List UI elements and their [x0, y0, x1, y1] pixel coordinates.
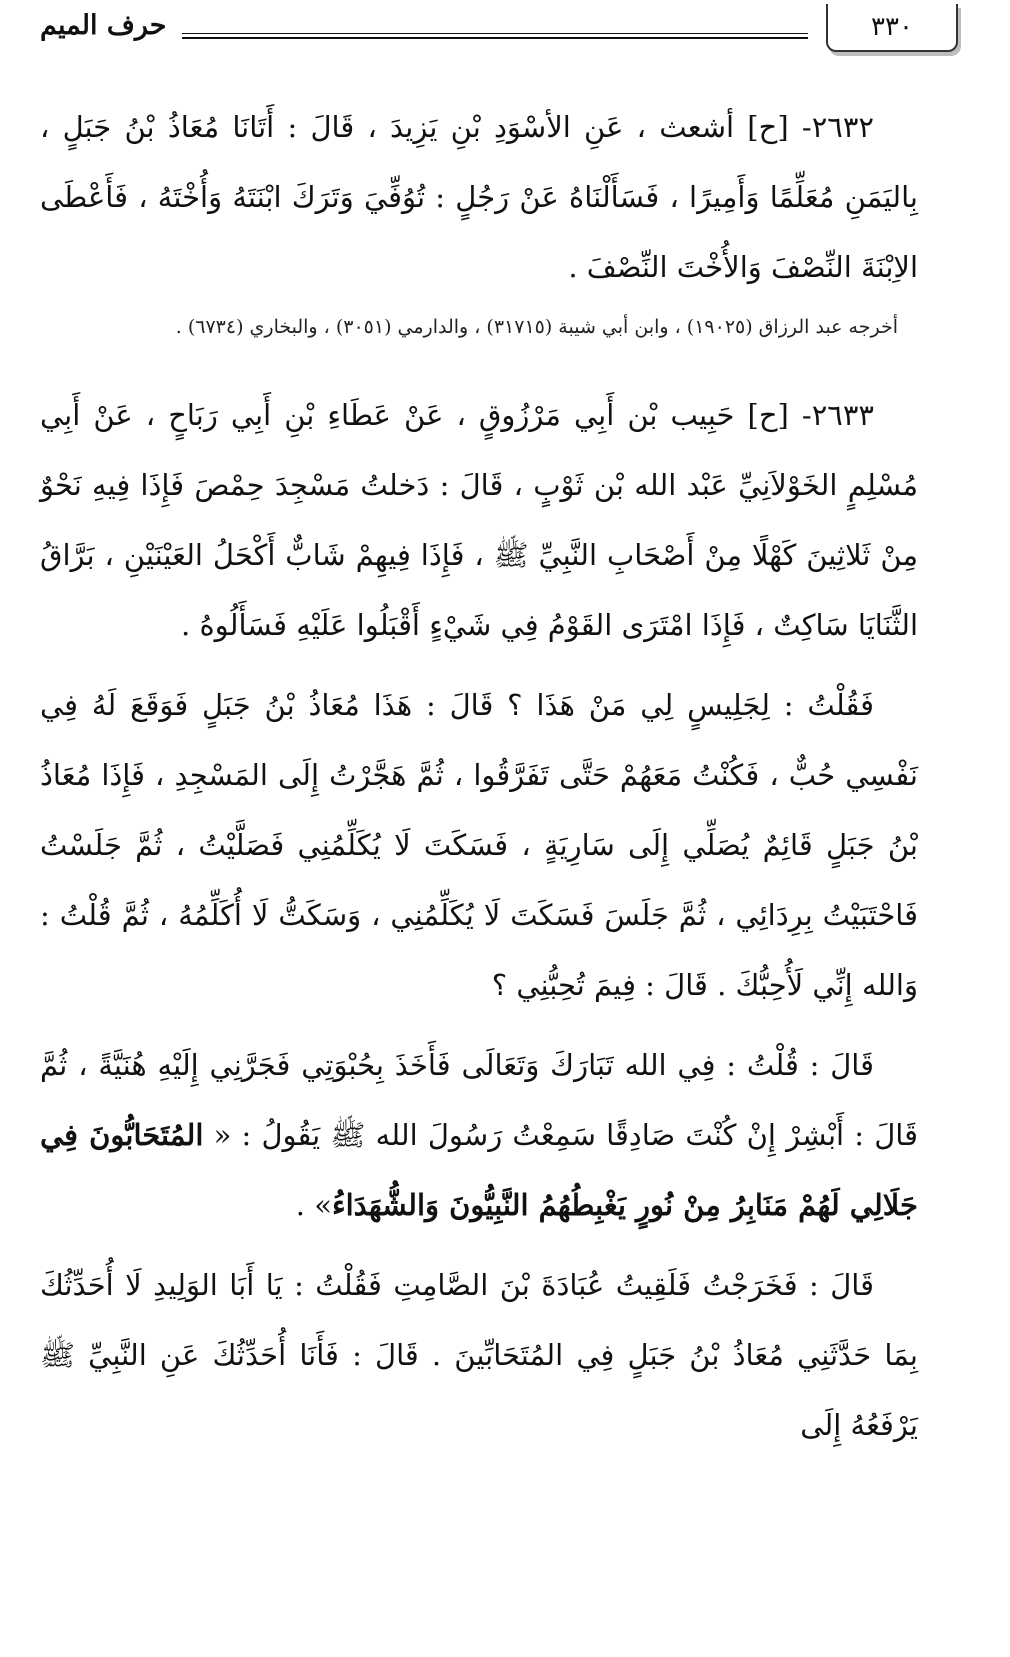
footnote-2632: أخرجه عبد الرزاق (١٩٠٢٥) ، وابن أبي شيبة (٣١٧١٥) ، والدارمي (٣٠٥١) ، والبخاري (٦٧٣٤) .	[175, 316, 898, 338]
hadith-2632	[40, 92, 918, 302]
section-title: حرف الميم	[40, 10, 167, 41]
hadith-number: ٢٦٣٣- [ح]	[747, 398, 875, 432]
hadith-2633	[40, 380, 918, 660]
hadith-text: حَبِيب بْن أَبِي مَرْزُوقٍ ، عَنْ عَطَاءِ بْنِ أَبِي رَبَاحٍ ، عَنْ أَبِي مُسْلِمٍ الخَوْلاَنِيِّ عَبْد الله بْن ثَوْبٍ ، قَالَ : دَخلتُ مَسْجِدَ حِمْصَ فَإِذَا فِيهِ نَحْوٌ مِنْ ثَلاثِينَ كَهْلًا مِنْ أَصْحَابِ النَّبِيِّ ﷺ ، فَإِذَا فِيهِمْ شَابٌّ أَكْحَلُ العَيْنَيْنِ ، بَرَّاقُ الثَّنَايَا سَاكِتٌ ، فَإِذَا امْتَرَى القَوْمُ فِي شَيْءٍ أَقْبَلُوا عَلَيْهِ فَسَأَلُوهُ .	[40, 398, 918, 642]
hadith-text: أشعث ، عَنِ الأسْوَدِ بْنِ يَزِيدَ ، قَالَ : أَتَانَا مُعَاذُ بْنُ جَبَلٍ ، بِاليَمَنِ مُعَلِّمًا وَأَمِيرًا ، فَسَأَلْنَاهُ عَنْ رَجُلٍ : تُوُفِّيَ وَتَرَكَ ابْنَتَهُ وَأُخْتَهُ ، فَأَعْطَى الاِبْنَةَ النِّصْفَ وَالأُخْتَ النِّصْفَ .	[40, 110, 918, 284]
paragraph: فَقُلْتُ : لِجَلِيسٍ لِي مَنْ هَذَا ؟ قَالَ : هَذَا مُعَاذُ بْنُ جَبَلٍ فَوَقَعَ لَهُ فِي نَفْسِي حُبٌّ ، فَكُنْتُ مَعَهُمْ حَتَّى تَفَرَّقُوا ، ثُمَّ هَجَّرْتُ إِلَى المَسْجِدِ ، فَإِذَا مُعَاذُ بْنُ جَبَلٍ قَائِمٌ يُصَلِّي إِلَى سَارِيَةٍ ، فَسَكَتَ لَا يُكَلِّمُنِي فَصَلَّيْتُ ، ثُمَّ جَلَسْتُ فَاحْتَبَيْتُ بِرِدَائِي ، ثُمَّ جَلَسَ فَسَكَتَ لَا يُكَلِّمُنِي ، وَسَكَتُّ لَا أُكَلِّمُهُ ، ثُمَّ قُلْتُ : وَالله إِنِّي لَأُحِبُّكَ . قَالَ : فِيمَ تُحِبُّنِي ؟	[40, 688, 918, 1002]
paragraph: قَالَ : فَخَرَجْتُ فَلَقِيتُ عُبَادَةَ بْنَ الصَّامِتِ فَقُلْتُ : يَا أَبَا الوَلِيدِ لَا أُحَدِّثُكَ بِمَا حَدَّثَنِي مُعَاذُ بْنُ جَبَلٍ فِي المُتَحَابِّينَ . قَالَ : فَأَنَا أُحَدِّثُكَ عَنِ النَّبِيِّ ﷺ يَرْفَعُهُ إِلَى	[40, 1268, 918, 1442]
page-header	[0, 0, 1010, 70]
header-divider	[182, 33, 808, 39]
paragraph-text: قَالَ : قُلْتُ : فِي الله تَبَارَكَ وَتَعَالَى فَأَخَذَ بِحُبْوَتِي فَجَرَّنِي إِلَيْهِ هُنَيَّةً ، ثُمَّ قَالَ : أَبْشِرْ إِنْ كُنْتَ صَادِقًا سَمِعْتُ رَسُولَ الله ﷺ يَقُولُ : «	[40, 1048, 918, 1152]
hadith-number: ٢٦٣٢- [ح]	[747, 110, 874, 144]
page-content	[40, 92, 918, 1460]
prophetic-quote: المُتَحَابُّونَ فِي جَلَالِي لَهُمْ مَنَابِرُ مِنْ نُورٍ يَغْبِطُهُمُ النَّبِيُّونَ وَالشُّهَدَاءُ	[40, 1118, 918, 1222]
quote-close: » .	[295, 1188, 332, 1222]
paragraph	[40, 1030, 918, 1240]
page-number: ٣٣٠	[826, 4, 958, 52]
